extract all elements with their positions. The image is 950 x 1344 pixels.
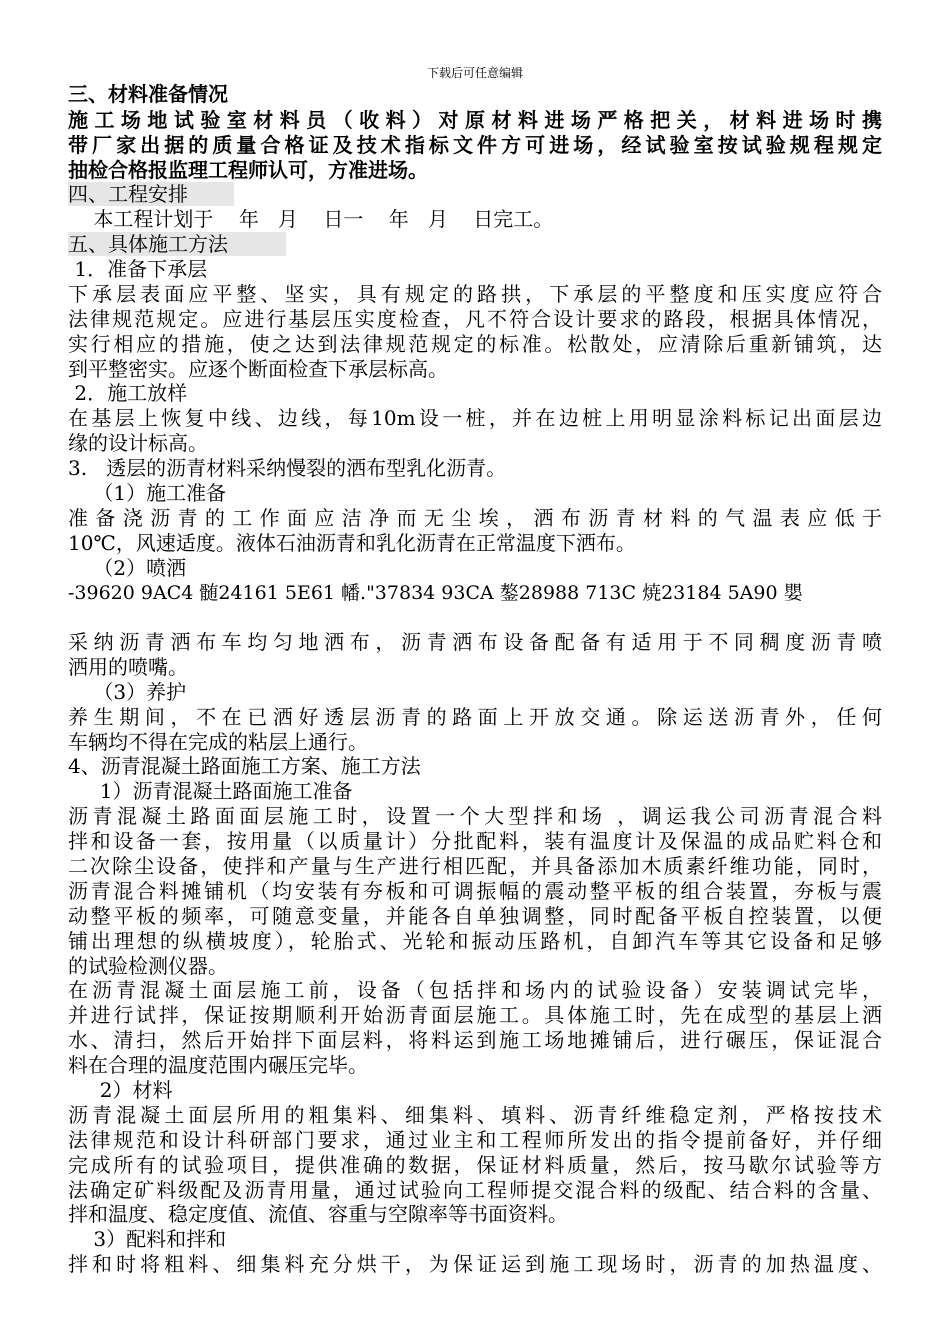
subsection-heading: （1）施工准备: [68, 481, 227, 505]
paragraph-line: 本工程计划于 年 月 日一 年 月 日完工。: [68, 207, 554, 231]
page-header: 下载后可任意编辑: [426, 66, 523, 80]
paragraph-line: 带厂家出据的质量合格证及技术指标文件方可进场，经试验室按试验规程规定: [68, 133, 882, 157]
paragraph-line: 法律规范规定。应进行基层压实度检查，凡不符合设计要求的路段，根据具体情况，: [68, 307, 882, 331]
subsection-heading: 1）沥青混凝土路面施工准备: [68, 779, 353, 803]
paragraph-line: 10℃，风速适度。液体石油沥青和乳化沥青在正常温度下洒布。: [68, 531, 636, 555]
paragraph-line: 拌和温度、稳定度值、流值、容重与空隙率等书面资料。: [68, 1202, 568, 1226]
paragraph-line: 在沥青混凝土面层施工前，设备（包括拌和场内的试验设备）安装调试完毕，: [68, 978, 882, 1002]
subsection-heading: 3）配料和拌和: [68, 1227, 227, 1251]
paragraph-line: 实行相应的措施，使之达到法律规范规定的标准。松散处，应清除后重新铺筑，达: [68, 332, 882, 356]
paragraph-line: 抽检合格报监理工程师认可，方准进场。: [68, 158, 428, 182]
paragraph-line: 拌和设备一套，按用量（以质量计）分批配料，装有温度计及保温的成品贮料仓和: [68, 829, 882, 853]
paragraph-line: 沥青混凝土面层所用的粗集料、细集料、填料、沥青纤维稳定剂，严格按技术: [68, 1103, 882, 1127]
paragraph-line: 施工场地试验室材料员（收料）对原材料进场严格把关，材料进场时携: [68, 108, 882, 132]
paragraph-line: 拌和时将粗料、细集料充分烘干，为保证运到施工现场时，沥青的加热温度、: [68, 1252, 882, 1276]
paragraph-line: 采纳沥青洒布车均匀地洒布，沥青洒布设备配备有适用于不同稠度沥青喷: [68, 630, 882, 654]
paragraph-line: 车辆均不得在完成的粘层上通行。: [68, 730, 368, 754]
paragraph-line: 缘的设计标高。: [68, 431, 208, 455]
paragraph-line: 沥青混合料摊铺机（均安装有夯板和可调振幅的震动整平板的组合装置，夯板与震: [68, 879, 882, 903]
paragraph-line: 在基层上恢复中线、边线，每10m设一桩，并在边桩上用明显涂料标记出面层边: [68, 406, 882, 430]
subsection-heading: 3. 透层的沥青材料采纳慢裂的洒布型乳化沥青。: [68, 456, 507, 480]
paragraph-line: 沥青混凝土路面面层施工时，设置一个大型拌和场 ，调运我公司沥青混合料: [68, 804, 882, 828]
section-heading: 三、材料准备情况: [68, 82, 228, 106]
paragraph-line: 到平整密实。应逐个断面检查下承层标高。: [68, 357, 448, 381]
paragraph-line: 法律规范和设计科研部门要求，通过业主和工程师所发出的指令提前备好，并仔细: [68, 1128, 882, 1152]
subsection-heading: 1．准备下承层: [68, 257, 208, 281]
paragraph-line: 料在合理的温度范围内碾压完毕。: [68, 1053, 368, 1077]
paragraph-line: 法确定矿料级配及沥青用量，通过试验向工程师提交混合料的级配、结合料的含量、: [68, 1178, 882, 1202]
subsection-heading: 2）材料: [68, 1078, 173, 1102]
subsection-heading: 4、沥青混凝土路面施工方案、施工方法: [68, 754, 421, 778]
paragraph-line: 完成所有的试验项目，提供准确的数据，保证材料质量，然后，按马歇尔试验等方: [68, 1153, 882, 1177]
subsection-heading: 2．施工放样: [68, 381, 188, 405]
paragraph-line: 下承层表面应平整、坚实，具有规定的路拱，下承层的平整度和压实度应符合: [68, 282, 882, 306]
section-heading: 五、具体施工方法: [68, 232, 286, 256]
section-heading: 四、工程安排: [68, 182, 234, 206]
paragraph-line: 的试验检测仪器。: [68, 954, 228, 978]
subsection-heading: （2）喷洒: [68, 556, 187, 580]
paragraph-line: 养生期间，不在已洒好透层沥青的路面上开放交通。除运送沥青外，任何: [68, 705, 882, 729]
paragraph-line: 洒用的喷嘴。: [68, 655, 188, 679]
paragraph-line: 动整平板的频率，可随意变量，并能各自单独调整，同时配备平板自控装置，以便: [68, 904, 882, 928]
paragraph-line: 准备浇沥青的工作面应洁净而无尘埃，洒布沥青材料的气温表应低于: [68, 506, 882, 530]
paragraph-line: 水、清扫，然后开始拌下面层料，将料运到施工场地摊铺后，进行碾压，保证混合: [68, 1028, 882, 1052]
subsection-heading: （3）养护: [68, 680, 187, 704]
paragraph-line: 并进行试拌，保证按期顺利开始沥青面层施工。具体施工时，先在成型的基层上洒: [68, 1003, 882, 1027]
garbled-code-line: -39620 9AC4 髄24161 5E61 幡."37834 93CA 鏊28988 713C 焼23184 5A90 嬰: [68, 582, 803, 604]
paragraph-line: 铺出理想的纵横坡度），轮胎式、光轮和振动压路机，自卸汽车等其它设备和足够: [68, 929, 882, 953]
paragraph-line: 二次除尘设备，使拌和产量与生产进行相匹配，并具备添加木质素纤维功能，同时，: [68, 854, 882, 878]
